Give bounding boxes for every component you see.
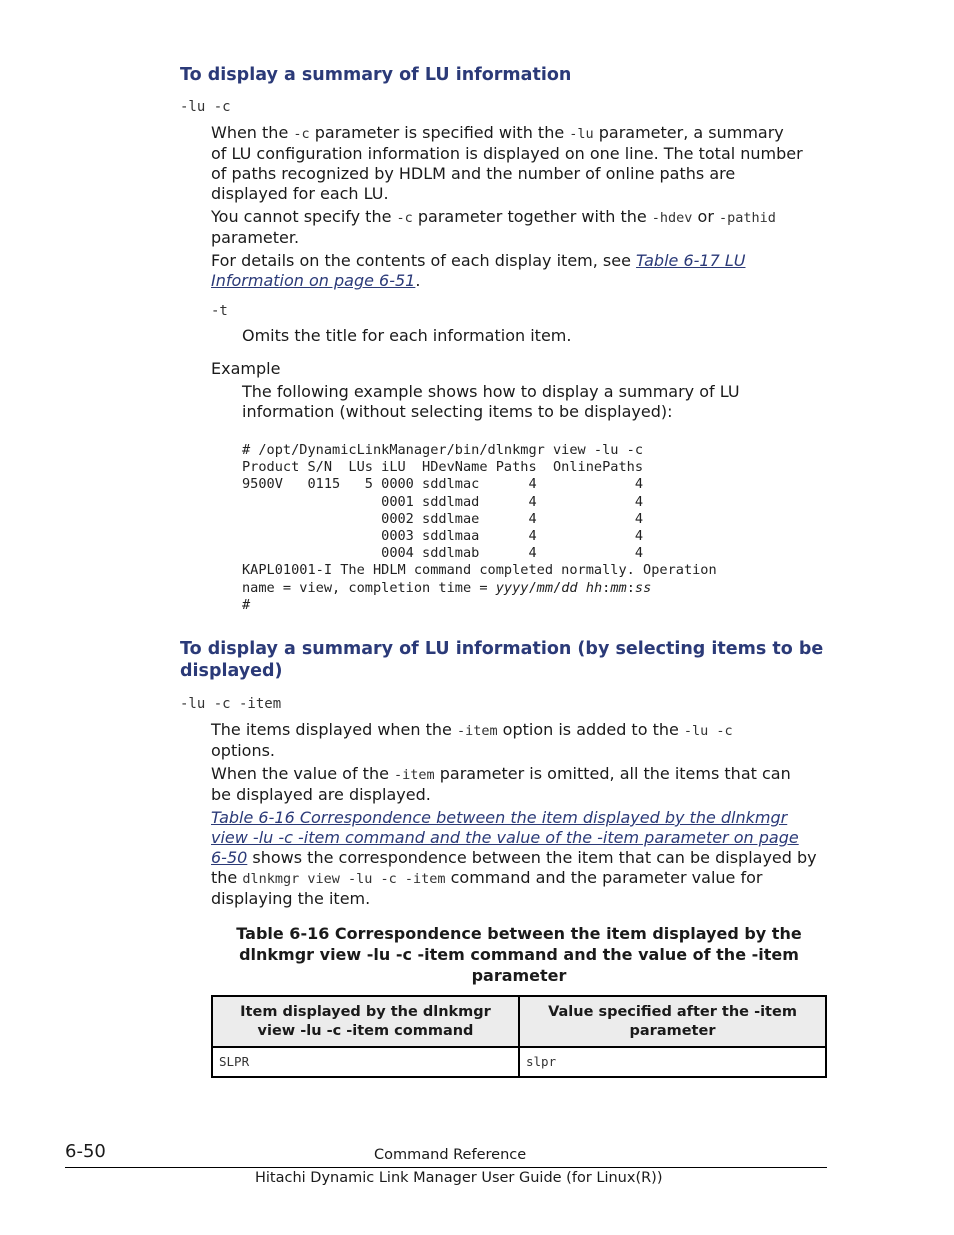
table-header-row [212,996,826,1047]
table-6-17-link-cont[interactable]: Information on page 6-51 [211,271,416,290]
table-cell: slpr [519,1047,826,1077]
table-row [212,1047,826,1077]
code-line: name = view, completion time = yyyy/mm/dd hh:mm:ss [242,579,652,596]
column-header: Item displayed by the dlnkmgr view -lu -c -item command [212,996,519,1047]
footer-guide-title: Hitachi Dynamic Link Manager User Guide (for Linux(R)) [255,1170,663,1186]
paragraph: You cannot specify the -c parameter together with the -hdev or -pathid parameter. [211,207,776,247]
code-line: Product S/N LUs iLU HDevName Paths OnlinePaths [242,459,644,476]
column-header: Value specified after the -item parameter [519,996,826,1047]
command-syntax: -lu -c [180,99,231,115]
code-line: 0002 sddlmae 4 4 [242,510,644,527]
code-line: # /opt/DynamicLinkManager/bin/dlnkmgr view -lu -c [242,442,644,458]
table-caption: Table 6-16 Correspondence between the item displayed by the dlnkmgr view -lu -c -item command and the value of the -item parameter [236,924,802,985]
code-line: 0001 sddlmad 4 4 [242,493,644,510]
paragraph: The items displayed when the -item option is added to the -lu -c options. [211,720,733,760]
option-name: -t [211,303,228,319]
code-line: 0003 sddlmaa 4 4 [242,528,644,545]
code-block [242,442,717,614]
footer-section: Command Reference [374,1147,527,1163]
footer-divider [65,1167,827,1168]
page-number: 6-50 [65,1141,106,1162]
section-heading: To display a summary of LU information [180,65,572,85]
code-line: # [242,596,251,613]
paragraph: Table 6-16 Correspondence between the item displayed by the dlnkmgr view -lu -c -item command and the value of the -item parameter on page 6-50 shows the correspondence between the item that can be displayed by the dlnkmgr view -lu -c -item command and the parameter value for displaying the item. [211,808,817,908]
paragraph: When the -c parameter is specified with the -lu parameter, a summary of LU configuration information is displayed on one line. The total number of paths recognized by HDLM and the number of online paths are displayed for each LU. [211,123,803,203]
code-line: KAPL01001-I The HDLM command completed normally. Operation [242,562,717,579]
code-line: 9500V 0115 5 0000 sddlmac 4 4 [242,476,644,493]
example-label: Example [211,359,281,378]
option-description: Omits the title for each information item. [242,326,572,345]
table-6-16-link[interactable]: Table 6-16 Correspondence between the item displayed by the dlnkmgr [211,808,788,827]
table-6-16-link-cont[interactable]: view -lu -c -item command and the value of the -item parameter on page [211,828,799,847]
table-6-16-link-page[interactable]: 6-50 [211,848,248,867]
correspondence-table [211,995,827,1078]
example-description: The following example shows how to display a summary of LU information (without selecting items to be displayed): [242,382,740,421]
command-syntax: -lu -c -item [180,696,282,712]
code-line: 0004 sddlmab 4 4 [242,545,644,562]
table-6-17-link[interactable]: Table 6-17 LU [636,251,746,270]
paragraph: For details on the contents of each display item, see Table 6-17 LU Information on page 6-51. [211,251,746,290]
paragraph: When the value of the -item parameter is omitted, all the items that can be displayed are displayed. [211,764,791,804]
section-heading: To display a summary of LU information (by selecting items to be displayed) [180,639,824,681]
table-cell: SLPR [212,1047,519,1077]
